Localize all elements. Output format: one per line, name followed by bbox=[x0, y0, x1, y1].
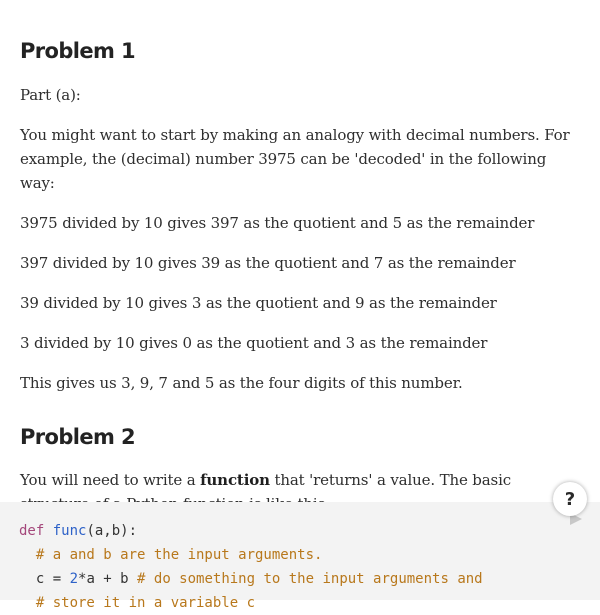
problem-2-heading: Problem 2 bbox=[20, 425, 136, 449]
code-comment-1: # a and b are the input arguments. bbox=[35, 547, 323, 563]
problem-2-text-before: You will need to write a bbox=[20, 471, 201, 489]
function-keyword: function bbox=[200, 471, 270, 489]
problem-1-intro: You might want to start by making an analogy with decimal numbers. For example, the (decimal) number 3975 can be 'decoded' in the following way: bbox=[20, 126, 570, 192]
code-block[interactable] bbox=[0, 502, 600, 611]
help-button[interactable] bbox=[553, 482, 587, 516]
division-step-2: 397 divided by 10 gives 39 as the quotient and 7 as the remainder bbox=[20, 254, 516, 272]
code-comment-2: # do something to the input arguments and bbox=[137, 571, 483, 587]
code-keyword: def bbox=[19, 523, 45, 539]
division-step-1: 3975 divided by 10 gives 397 as the quotient and 5 as the remainder bbox=[20, 214, 535, 232]
code-comment-3: # store it in a variable c bbox=[35, 595, 256, 611]
problem-1-conclusion: This gives us 3, 9, 7 and 5 as the four digits of this number. bbox=[20, 374, 463, 392]
code-function-name: func bbox=[52, 523, 87, 539]
problem-1-heading: Problem 1 bbox=[20, 39, 136, 63]
problem-2-text-after: that 'returns' a value. The basic bbox=[274, 471, 512, 489]
code-signature: (a,b): bbox=[86, 523, 138, 539]
code-content bbox=[19, 519, 483, 615]
main-content bbox=[20, 36, 580, 516]
code-number: 2 bbox=[69, 571, 79, 587]
division-step-4: 3 divided by 10 gives 0 as the quotient and 3 as the remainder bbox=[20, 334, 488, 352]
division-step-3: 39 divided by 10 gives 3 as the quotient and 9 as the remainder bbox=[20, 294, 497, 312]
code-assignment-a: c = bbox=[35, 571, 70, 587]
part-a-label: Part (a): bbox=[20, 86, 81, 104]
question-mark-icon: ? bbox=[564, 488, 576, 510]
code-assignment-b: *a + b bbox=[78, 571, 138, 587]
